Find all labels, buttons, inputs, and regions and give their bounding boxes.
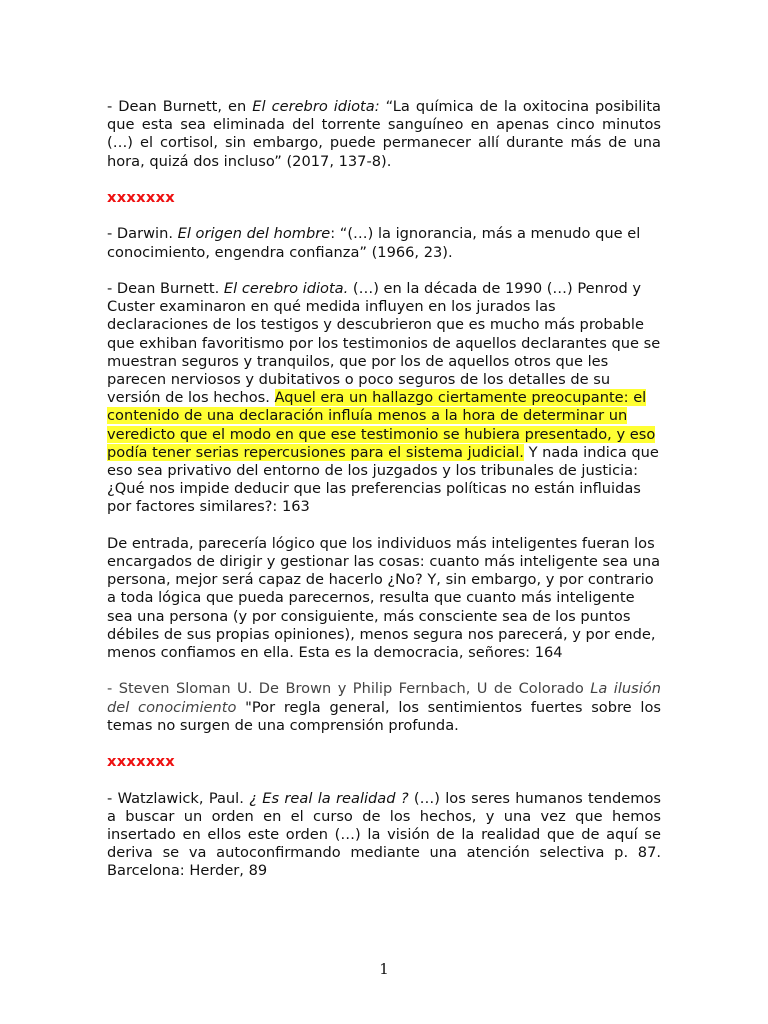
- quote-darwin: [107, 225, 661, 261]
- quote-text: "Por regla general, los sentimientos fuertes sobre los temas no surgen de una comprensión profunda.: [107, 698, 661, 734]
- section-separator: xxxxxxx: [107, 189, 175, 206]
- quote-text: (…) en la década de 1990 (…) Penrod y Custer examinaron en qué medida influyen en los jurados las declaraciones de los testigos y descubrieron que es mucho más probable que exhiban favoritismo por los testimonios de aquellos declarantes que se muestran seguros y tranquilos, que por los de aquellos otros que les parecen nerviosos y dubitativos o poco seguros de los detalles de su versión de los hechos.: [107, 279, 661, 407]
- book-title: El cerebro idiota.: [223, 279, 349, 297]
- quote-burnett-jurados: [107, 280, 661, 517]
- paragraph-democracia: [107, 535, 661, 662]
- quote-text: “La química de la oxitocina posibilita que esta sea eliminada del torrente sanguíneo en apenas cinco minutos (…) el cortisol, sin embargo, puede permanecer allí durante más de una hora, quizá dos incluso” (2017, 137-8).: [107, 98, 661, 170]
- quote-author: - Watzlawick, Paul.: [107, 789, 250, 807]
- quote-author: - Dean Burnett, en: [107, 98, 253, 115]
- book-title: El cerebro idiota:: [252, 98, 380, 115]
- book-title: El origen del hombre: [177, 225, 331, 243]
- quote-text: : “(…) la ignorancia, más a menudo que el conocimiento, engendra confianza” (1966, 23).: [107, 225, 641, 261]
- quote-author: - Darwin.: [107, 225, 178, 243]
- page-number: 1: [379, 960, 389, 978]
- quote-text-continued: Y nada indica que eso sea privativo del entorno de los juzgados y los tribunales de justicia: ¿Qué nos impide deducir que las preferencias políticas no están influidas por factores similares?: 163: [107, 443, 659, 516]
- document-body: [107, 98, 661, 899]
- section-separator: xxxxxxx: [107, 753, 175, 771]
- quote-burnett-oxitocina: [107, 98, 661, 171]
- paragraph-text: De entrada, parecería lógico que los individuos más inteligentes fueran los encargados de dirigir y gestionar las cosas: cuanto más inteligente sea una persona, mejor será capaz de hacerlo ¿No? Y, sin embargo, y por contrario a toda lógica que pueda parecernos, resulta que cuanto más inteligente sea una persona (y por consiguiente, más consciente sea de los puntos débiles de sus propias opiniones), menos segura nos parecerá, y por ende, menos confiamos en ella. Esta es la democracia, señores: 164: [107, 534, 661, 662]
- book-title: ¿ Es real la realidad ?: [249, 789, 409, 807]
- book-title: La ilusión del conocimiento: [107, 680, 661, 716]
- quote-author: - Dean Burnett.: [107, 279, 224, 297]
- quote-sloman-fernbach: [107, 680, 661, 735]
- quote-text: (…) los seres humanos tendemos a buscar un orden en el curso de los hechos, y una vez que hemos insertado en ellos este orden (…) la visión de la realidad que de aquí se deriva se va autoconfirmando mediante una atención selectiva p. 87. Barcelona: Herder, 89: [107, 789, 661, 880]
- quote-author: - Steven Sloman U. De Brown y Philip Fernbach, U de Colorado: [107, 680, 591, 698]
- highlighted-text: Aquel era un hallazgo ciertamente preocupante: el contenido de una declaración influía menos a la hora de determinar un veredicto que el modo en que ese testimonio se hubiera presentado, y eso podía tener serias repercusiones para el sistema judicial.: [107, 389, 656, 461]
- quote-watzlawick: [107, 790, 661, 881]
